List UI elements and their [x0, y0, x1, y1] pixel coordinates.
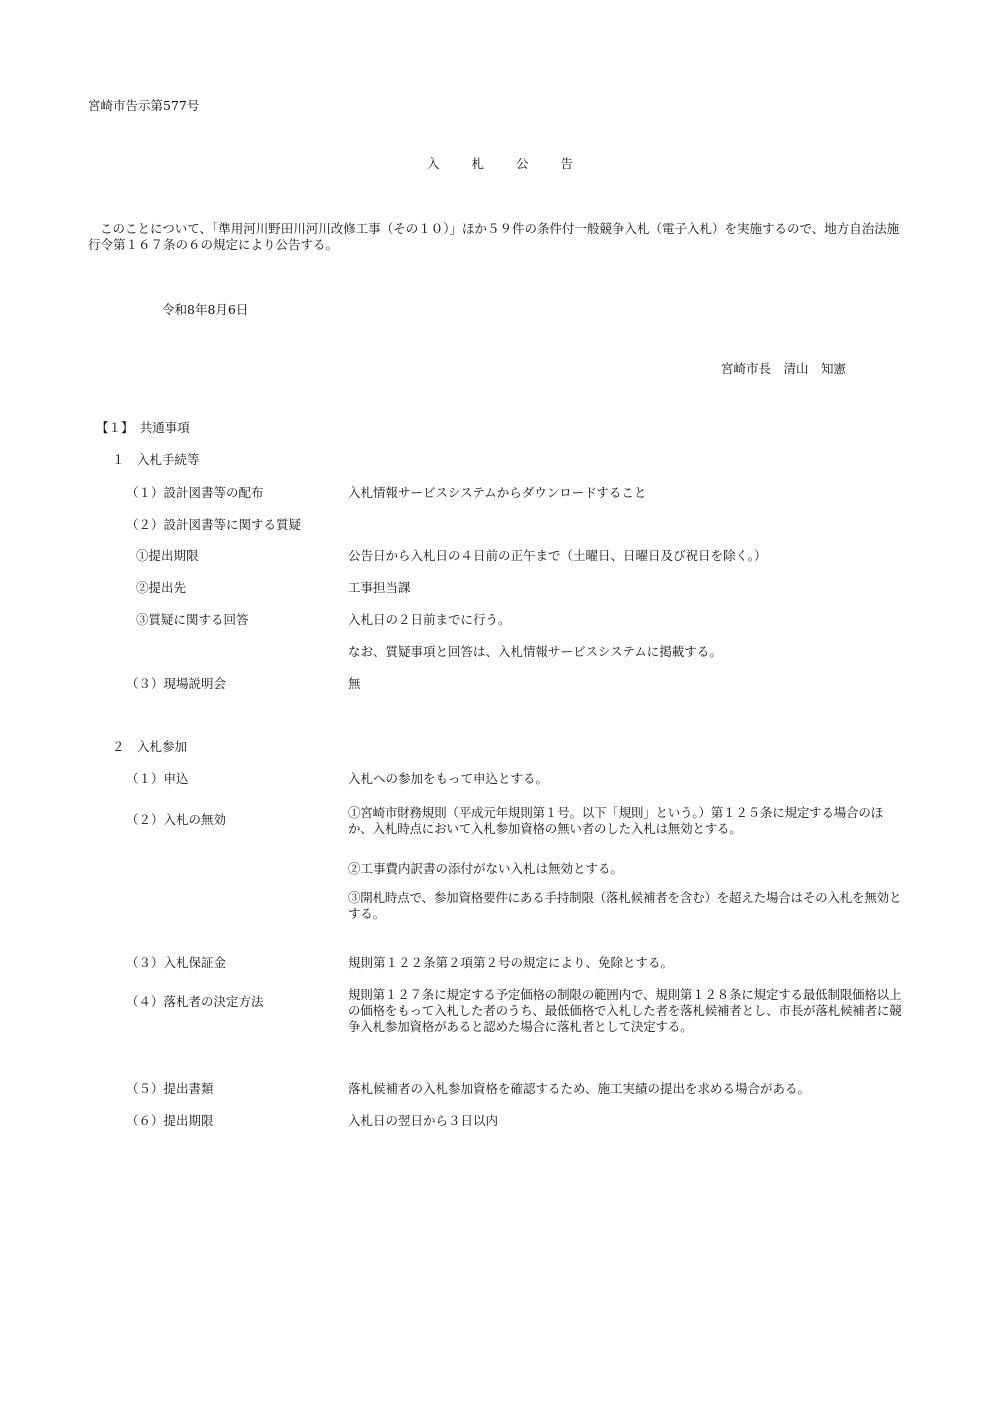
item-label: （５）提出書類 [126, 1081, 214, 1096]
item-value: ③開札時点で、参加資格要件にある手持制限（落札候補者を含む）を超えた場合はその入札を無効とする。 [348, 890, 902, 921]
item-value: ①宮崎市財務規則（平成元年規則第１号。以下「規則」という。）第１２５条に規定する場合のほか、入札時点において入札参加資格の無い者のした入札は無効とする。 [348, 805, 883, 836]
item-value: なお、質疑事項と回答は、入札情報サービスシステムに掲載する。 [348, 644, 722, 659]
item-value: 工事担当課 [348, 580, 411, 595]
item-label: （６）提出期限 [126, 1113, 214, 1128]
item-value: 入札への参加をもって申込とする。 [348, 771, 549, 786]
item-label: ③質疑に関する回答 [136, 612, 249, 627]
item-label: （２）入札の無効 [126, 812, 227, 827]
intro-paragraph: このことについて、「準用河川野田川河川改修工事（その１０）」ほか５９件の条件付一般競争入札（電子入札）を実施するので、地方自治法施行令第１６７条の６の規定により公告する。 [88, 221, 900, 253]
document-title: 入 札 公 告 [427, 156, 587, 171]
issuer-name: 宮崎市長 清山 知憲 [720, 361, 846, 376]
item-value: ②工事費内訳書の添付がない入札は無効とする。 [348, 861, 624, 876]
item-label: （２）設計図書等に関する質疑 [126, 517, 302, 532]
item-value: 規則第１２７条に規定する予定価格の制限の範囲内で、規則第１２８条に規定する最低制限価格以上の価格をもって入札した者のうち、最低価格で入札した者を落札候補者とし、市長が落札候補者に競争入札参加資格があると認めた場合に落札者として決定する。 [348, 987, 902, 1034]
item-value: 入札日の翌日から３日以内 [348, 1113, 499, 1128]
item-label: ①提出期限 [136, 548, 199, 563]
item-label: （４）落札者の決定方法 [126, 994, 264, 1009]
item-value: 公告日から入札日の４日前の正午まで（土曜日、日曜日及び祝日を除く。） [348, 548, 767, 563]
item-label: （１）設計図書等の配布 [126, 485, 264, 500]
subsection-heading-participation: ２ 入札参加 [112, 739, 188, 754]
item-label: （３）入札保証金 [126, 955, 227, 970]
item-value: 無 [348, 676, 361, 691]
subsection-heading-procedure: １ 入札手続等 [112, 452, 200, 467]
item-value: 規則第１２２条第２項第２号の規定により、免除とする。 [348, 955, 674, 970]
item-value: 入札日の２日前までに行う。 [348, 612, 511, 627]
item-label: （３）現場説明会 [126, 676, 227, 691]
section-heading-common: 【１】 共通事項 [96, 420, 190, 435]
item-label: （１）申込 [126, 771, 189, 786]
notice-date: 令和8年8月6日 [162, 302, 249, 317]
item-value: 入札情報サービスシステムからダウンロードすること [348, 485, 647, 500]
item-label: ②提出先 [136, 580, 187, 595]
notice-number: 宮崎市告示第577号 [88, 98, 200, 113]
item-value: 落札候補者の入札参加資格を確認するため、施工実績の提出を求める場合がある。 [348, 1081, 811, 1096]
